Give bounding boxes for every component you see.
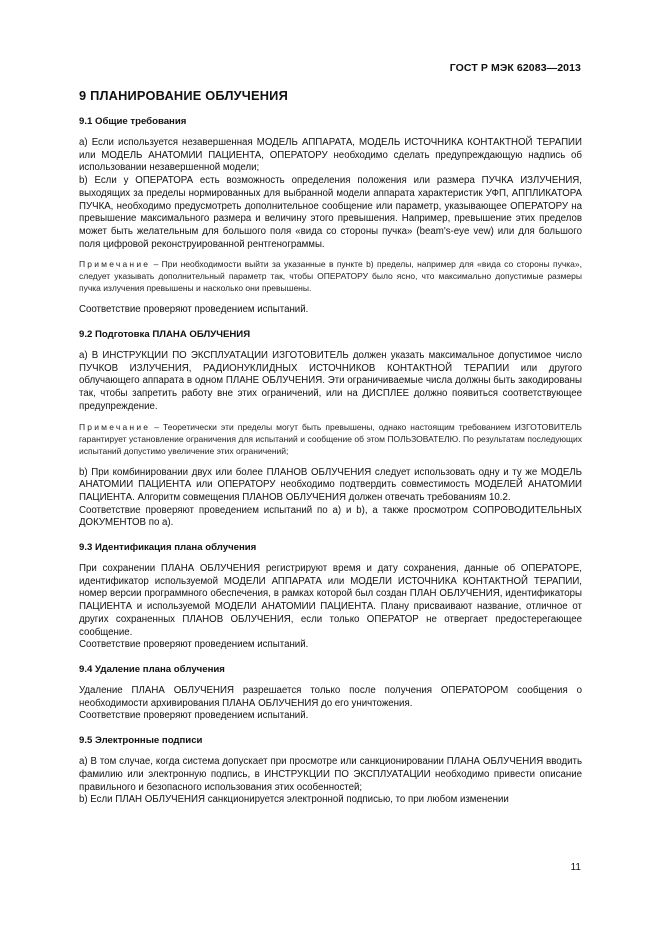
note-9-2 — [79, 421, 582, 457]
compliance-9-1: Соответствие проверяют проведением испытаний. — [79, 304, 309, 316]
paragraph-9-5-b: b) Если ПЛАН ОБЛУЧЕНИЯ санкционируется электронной подписью, то при любом изменении — [79, 794, 509, 806]
note-label: Примечание — [79, 259, 151, 270]
compliance-9-2: Соответствие проверяют проведением испытаний по a) и b), а также просмотром СОПРОВОДИТЕЛЬНЫХ ДОКУМЕНТОВ по a). — [79, 504, 582, 529]
subsection-title-9-2: 9.2 Подготовка ПЛАНА ОБЛУЧЕНИЯ — [79, 329, 251, 341]
subsection-title-9-1: 9.1 Общие требования — [79, 116, 187, 127]
paragraph-9-1-b: b) Если у ОПЕРАТОРА есть возможность определения положения или размера ПУЧКА ИЗЛУЧЕНИЯ, выходящих за пределы нормированных для выбранной модели аппарата характеристик УФП, АППЛИКАТОРА ПУЧКА, необходимо предусмотреть дополнительное сообщение или параметр, указывающее ОПЕРАТОРУ на превышение максимального размера и величину этого превышения. Например, превышение этих пределов может быть желательным для большого поля «вида со стороны пучка» (beam's-eye vew) или для большого поля цифровой реконструированной рентгенограммы. — [79, 175, 582, 250]
standard-header: ГОСТ Р МЭК 62083—2013 — [449, 62, 581, 74]
paragraph-9-1-a: a) Если используется незавершенная МОДЕЛЬ АППАРАТА, МОДЕЛЬ ИСТОЧНИКА КОНТАКТНОЙ ТЕРАПИИ или МОДЕЛЬ АНАТОМИИ ПАЦИЕНТА, ОПЕРАТОРУ необходимо сделать предупреждающую надпись об использовании незавершенной модели; — [79, 137, 582, 174]
paragraph-9-5-a: a) В том случае, когда система допускает при просмотре или санкционировании ПЛАНА ОБЛУЧЕНИЯ вводить фамилию или электронную подпись, в ИНСТРУКЦИИ ПО ЭКСПЛУАТАЦИИ необходимо привести описание правильного и безопасного использования этих особенностей; — [79, 756, 582, 793]
compliance-9-3: Соответствие проверяют проведением испытаний. — [79, 639, 309, 651]
paragraph-9-3: При сохранении ПЛАНА ОБЛУЧЕНИЯ регистрируют время и дату сохранения, данные об ОПЕРАТОРЕ, идентификатор используемой МОДЕЛИ АППАРАТА или МОДЕЛИ ИСТОЧНИКА КОНТАКТНОЙ ТЕРАПИИ, номер версии программного обеспечения, в рамках которой был создан ПЛАН ОБЛУЧЕНИЯ, идентификаторы ПАЦИЕНТА и используемой МОДЕЛИ АНАТОМИИ ПАЦИЕНТА. Плану присваивают название, отличное от других сохраненных ПЛАНОВ ОБЛУЧЕНИЯ, если только ОПЕРАТОР не отвергает предостерегающее сообщение. — [79, 563, 582, 638]
note-label: Примечание — [79, 421, 151, 432]
paragraph-9-2-a: a) В ИНСТРУКЦИИ ПО ЭКСПЛУАТАЦИИ ИЗГОТОВИТЕЛЬ должен указать максимальное допустимое число ПУЧКОВ ИЗЛУЧЕНИЯ, РАДИОНУКЛИДНЫХ ИСТОЧНИКОВ КОНТАКТНОЙ ТЕРАПИИ или другого облучающего аппарата в одном ПЛАНЕ ОБЛУЧЕНИЯ. Эти ограничиваемые числа должны быть закодированы так, чтобы запретить работу вне этих ограничений, или на ДИСПЛЕЕ должно появиться соответствующее предупреждение. — [79, 350, 582, 412]
section-title: 9 ПЛАНИРОВАНИЕ ОБЛУЧЕНИЯ — [79, 88, 288, 103]
note-text: – При необходимости выйти за указанные в пункте b) пределы, например для «вида со стороны пучка», следует указывать дополнительный параметр так, чтобы ОПЕРАТОРУ было ясно, что максимально допустимые размеры пучка излучения превышены и насколько они превышены. — [79, 259, 582, 294]
paragraph-9-4: Удаление ПЛАНА ОБЛУЧЕНИЯ разрешается только после получения ОПЕРАТОРОМ сообщения о необходимости архивирования ПЛАНА ОБЛУЧЕНИЯ до его уничтожения. — [79, 684, 582, 709]
subsection-title-9-4: 9.4 Удаление плана облучения — [79, 663, 225, 675]
page-content — [79, 88, 582, 807]
subsection-title-9-3: 9.3 Идентификация плана облучения — [79, 542, 257, 554]
compliance-9-4: Соответствие проверяют проведением испытаний. — [79, 710, 309, 722]
paragraph-9-2-b: b) При комбинировании двух или более ПЛАНОВ ОБЛУЧЕНИЯ следует использовать одну и ту же МОДЕЛЬ АНАТОМИИ ПАЦИЕНТА или ОПЕРАТОРУ необходимо подтвердить совместимость МОДЕЛЕЙ АНАТОМИИ ПАЦИЕНТА. Алгоритм совмещения ПЛАНОВ ОБЛУЧЕНИЯ должен отвечать требованиям 10.2. — [79, 466, 582, 503]
note-text: – Теоретически эти пределы могут быть превышены, однако настоящим требованием ИЗГОТОВИТЕЛЬ гарантирует установление ограничения для испытаний и сообщение об этом ПОЛЬЗОВАТЕЛЮ. По результатам последующих испытаний допустимо увеличение этих ограничений; — [79, 421, 582, 456]
page-number: 11 — [570, 862, 581, 873]
note-9-1 — [79, 258, 582, 294]
subsection-title-9-5: 9.5 Электронные подписи — [79, 735, 203, 747]
